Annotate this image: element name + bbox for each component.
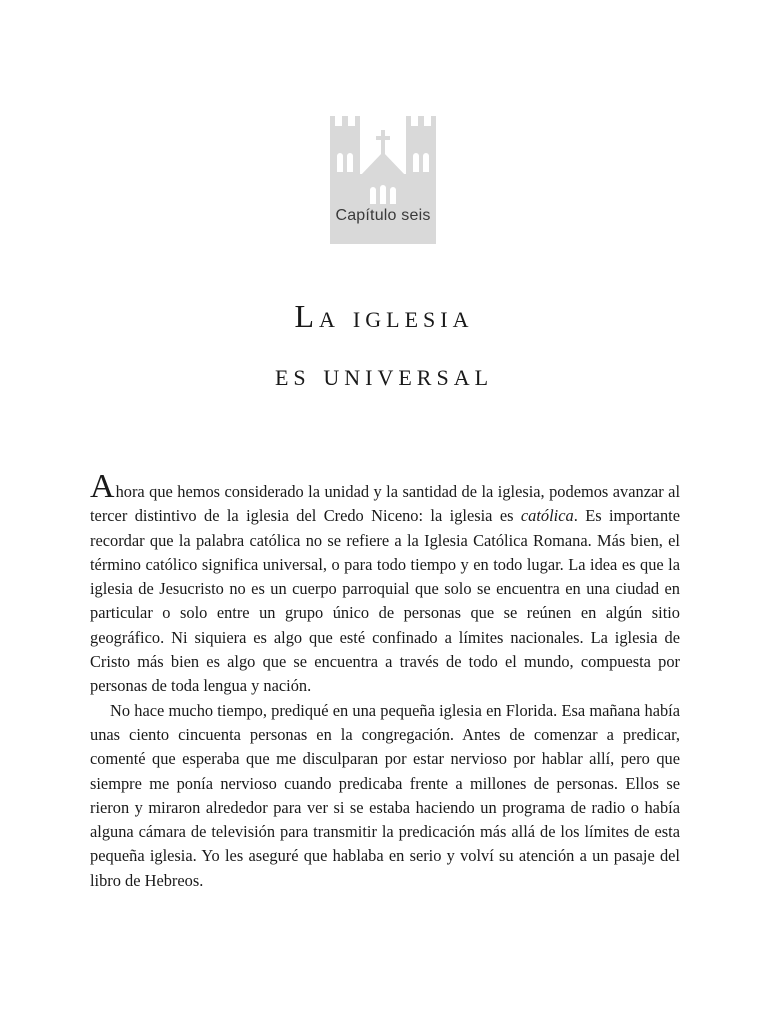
paragraph-1 [90, 468, 680, 699]
chapter-body [90, 468, 680, 893]
paragraph-1-text-start: hora que hemos considerado la unidad y la santidad de la iglesia, podemos avanzar al tercer distintivo de la iglesia del Credo Niceno: la iglesia es [90, 482, 680, 526]
emphasized-word: católica [520, 506, 574, 526]
chapter-label: Capítulo seis [335, 207, 431, 224]
paragraph-2: No hace mucho tiempo, prediqué en una pequeña iglesia en Florida. Esa mañana había unas ciento cincuenta personas en la congregación. Antes de comenzar a predicar, comenté que esperaba que me disculparan por estar nervioso por hablar allí, pero que siempre me ponía nervioso cuando predicaba frente a millones de personas. Ellos se rieron y miraron alrededor para ver si se estaba haciendo un programa de radio o había alguna cámara de televisión para transmitir la predicación más allá de los límites de esta pequeña iglesia. Yo les aseguré que hablaba en serio y volví su atención a un pasaje del libro de Hebreos. [90, 700, 680, 890]
chapter-title-line2: es universal [274, 357, 494, 392]
chapter-title-line1: La iglesia [294, 298, 474, 334]
paragraph-1-text-end: . Es importante recordar que la palabra católica no se refiere a la Iglesia Católica Romana. Más bien, el término católico significa universal, o para todo tiempo y en todo lugar. La idea es que la iglesia de Jesucristo no es un cuerpo parroquial que solo se encuentra en una ciudad en particular o solo entre un grupo único de personas que se reúnen en algún sitio geográfico. Ni siquiera es algo que esté confinado a límites nacionales. La iglesia de Cristo más bien es algo que se encuentra a través de todo el mundo, compuesta por personas de toda lengua y nación. [90, 506, 680, 696]
drop-cap: A [90, 468, 115, 505]
